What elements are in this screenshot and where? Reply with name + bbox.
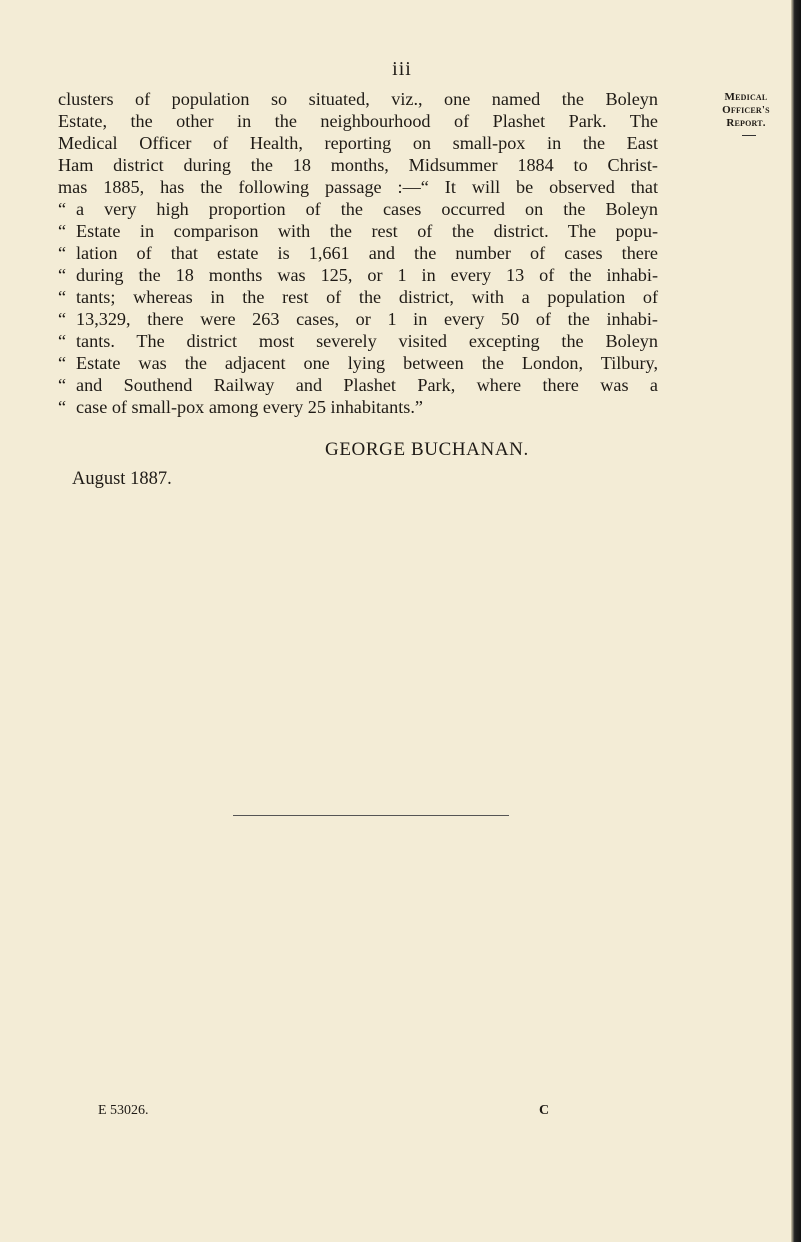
text-line: [58, 352, 658, 374]
line-text: tants; whereas in the rest of the district, with a population of: [76, 287, 658, 307]
line-text: Estate was the adjacent one lying between the London, Tilbury,: [76, 353, 658, 373]
line-text: clusters of population so situated, viz., one named the Boleyn: [58, 89, 658, 109]
text-line: [58, 176, 658, 198]
date-line: August 1887.: [72, 469, 172, 489]
quote-mark: “: [58, 243, 67, 263]
horizontal-rule: [233, 815, 509, 816]
text-line: [58, 264, 658, 286]
text-line: [58, 242, 658, 264]
quote-mark: “: [58, 221, 67, 241]
quote-mark: “: [58, 331, 67, 351]
page-edge-shadow: [791, 0, 801, 1242]
line-text: lation of that estate is 1,661 and the number of cases there: [76, 243, 658, 263]
margin-note-line: Medical: [724, 91, 768, 103]
text-line: [58, 308, 658, 330]
line-text: Estate in comparison with the rest of the district. The popu-: [76, 221, 658, 241]
body-paragraph: [58, 88, 658, 418]
quote-mark: “: [58, 309, 67, 329]
page-number: iii: [392, 58, 412, 80]
quote-mark: “: [58, 397, 67, 417]
margin-dash: [742, 135, 756, 136]
line-text: mas 1885, has the following passage :—“ It will be observed that: [58, 177, 658, 197]
text-line: [58, 374, 658, 396]
text-line: [58, 396, 658, 418]
text-line: [58, 198, 658, 220]
text-line: [58, 330, 658, 352]
line-text: 13,329, there were 263 cases, or 1 in every 50 of the inhabi-: [76, 309, 658, 329]
line-text: and Southend Railway and Plashet Park, where there was a: [76, 375, 658, 395]
signature: GEORGE BUCHANAN.: [325, 439, 529, 460]
text-line: [58, 132, 658, 154]
line-text: case of small-pox among every 25 inhabitants.”: [76, 397, 423, 417]
line-text: tants. The district most severely visited excepting the Boleyn: [76, 331, 658, 351]
quote-mark: “: [58, 199, 67, 219]
margin-note-line: Officer's: [722, 104, 770, 116]
line-text: during the 18 months was 125, or 1 in every 13 of the inhabi-: [76, 265, 658, 285]
margin-note: [705, 91, 787, 130]
line-text: Ham district during the 18 months, Midsummer 1884 to Christ-: [58, 155, 658, 175]
text-line: [58, 220, 658, 242]
quote-mark: “: [58, 375, 67, 395]
text-line: [58, 110, 658, 132]
quote-mark: “: [58, 265, 67, 285]
margin-note-line: Report.: [726, 117, 766, 129]
quote-mark: “: [58, 287, 67, 307]
text-line: [58, 286, 658, 308]
line-text: Medical Officer of Health, reporting on small-pox in the East: [58, 133, 658, 153]
quote-mark: “: [58, 353, 67, 373]
footer-gathering-mark: C: [539, 1103, 550, 1118]
footer-signature-mark: E 53026.: [98, 1103, 149, 1118]
line-text: Estate, the other in the neighbourhood of Plashet Park. The: [58, 111, 658, 131]
text-line: [58, 88, 658, 110]
text-line: [58, 154, 658, 176]
line-text: a very high proportion of the cases occurred on the Boleyn: [76, 199, 658, 219]
